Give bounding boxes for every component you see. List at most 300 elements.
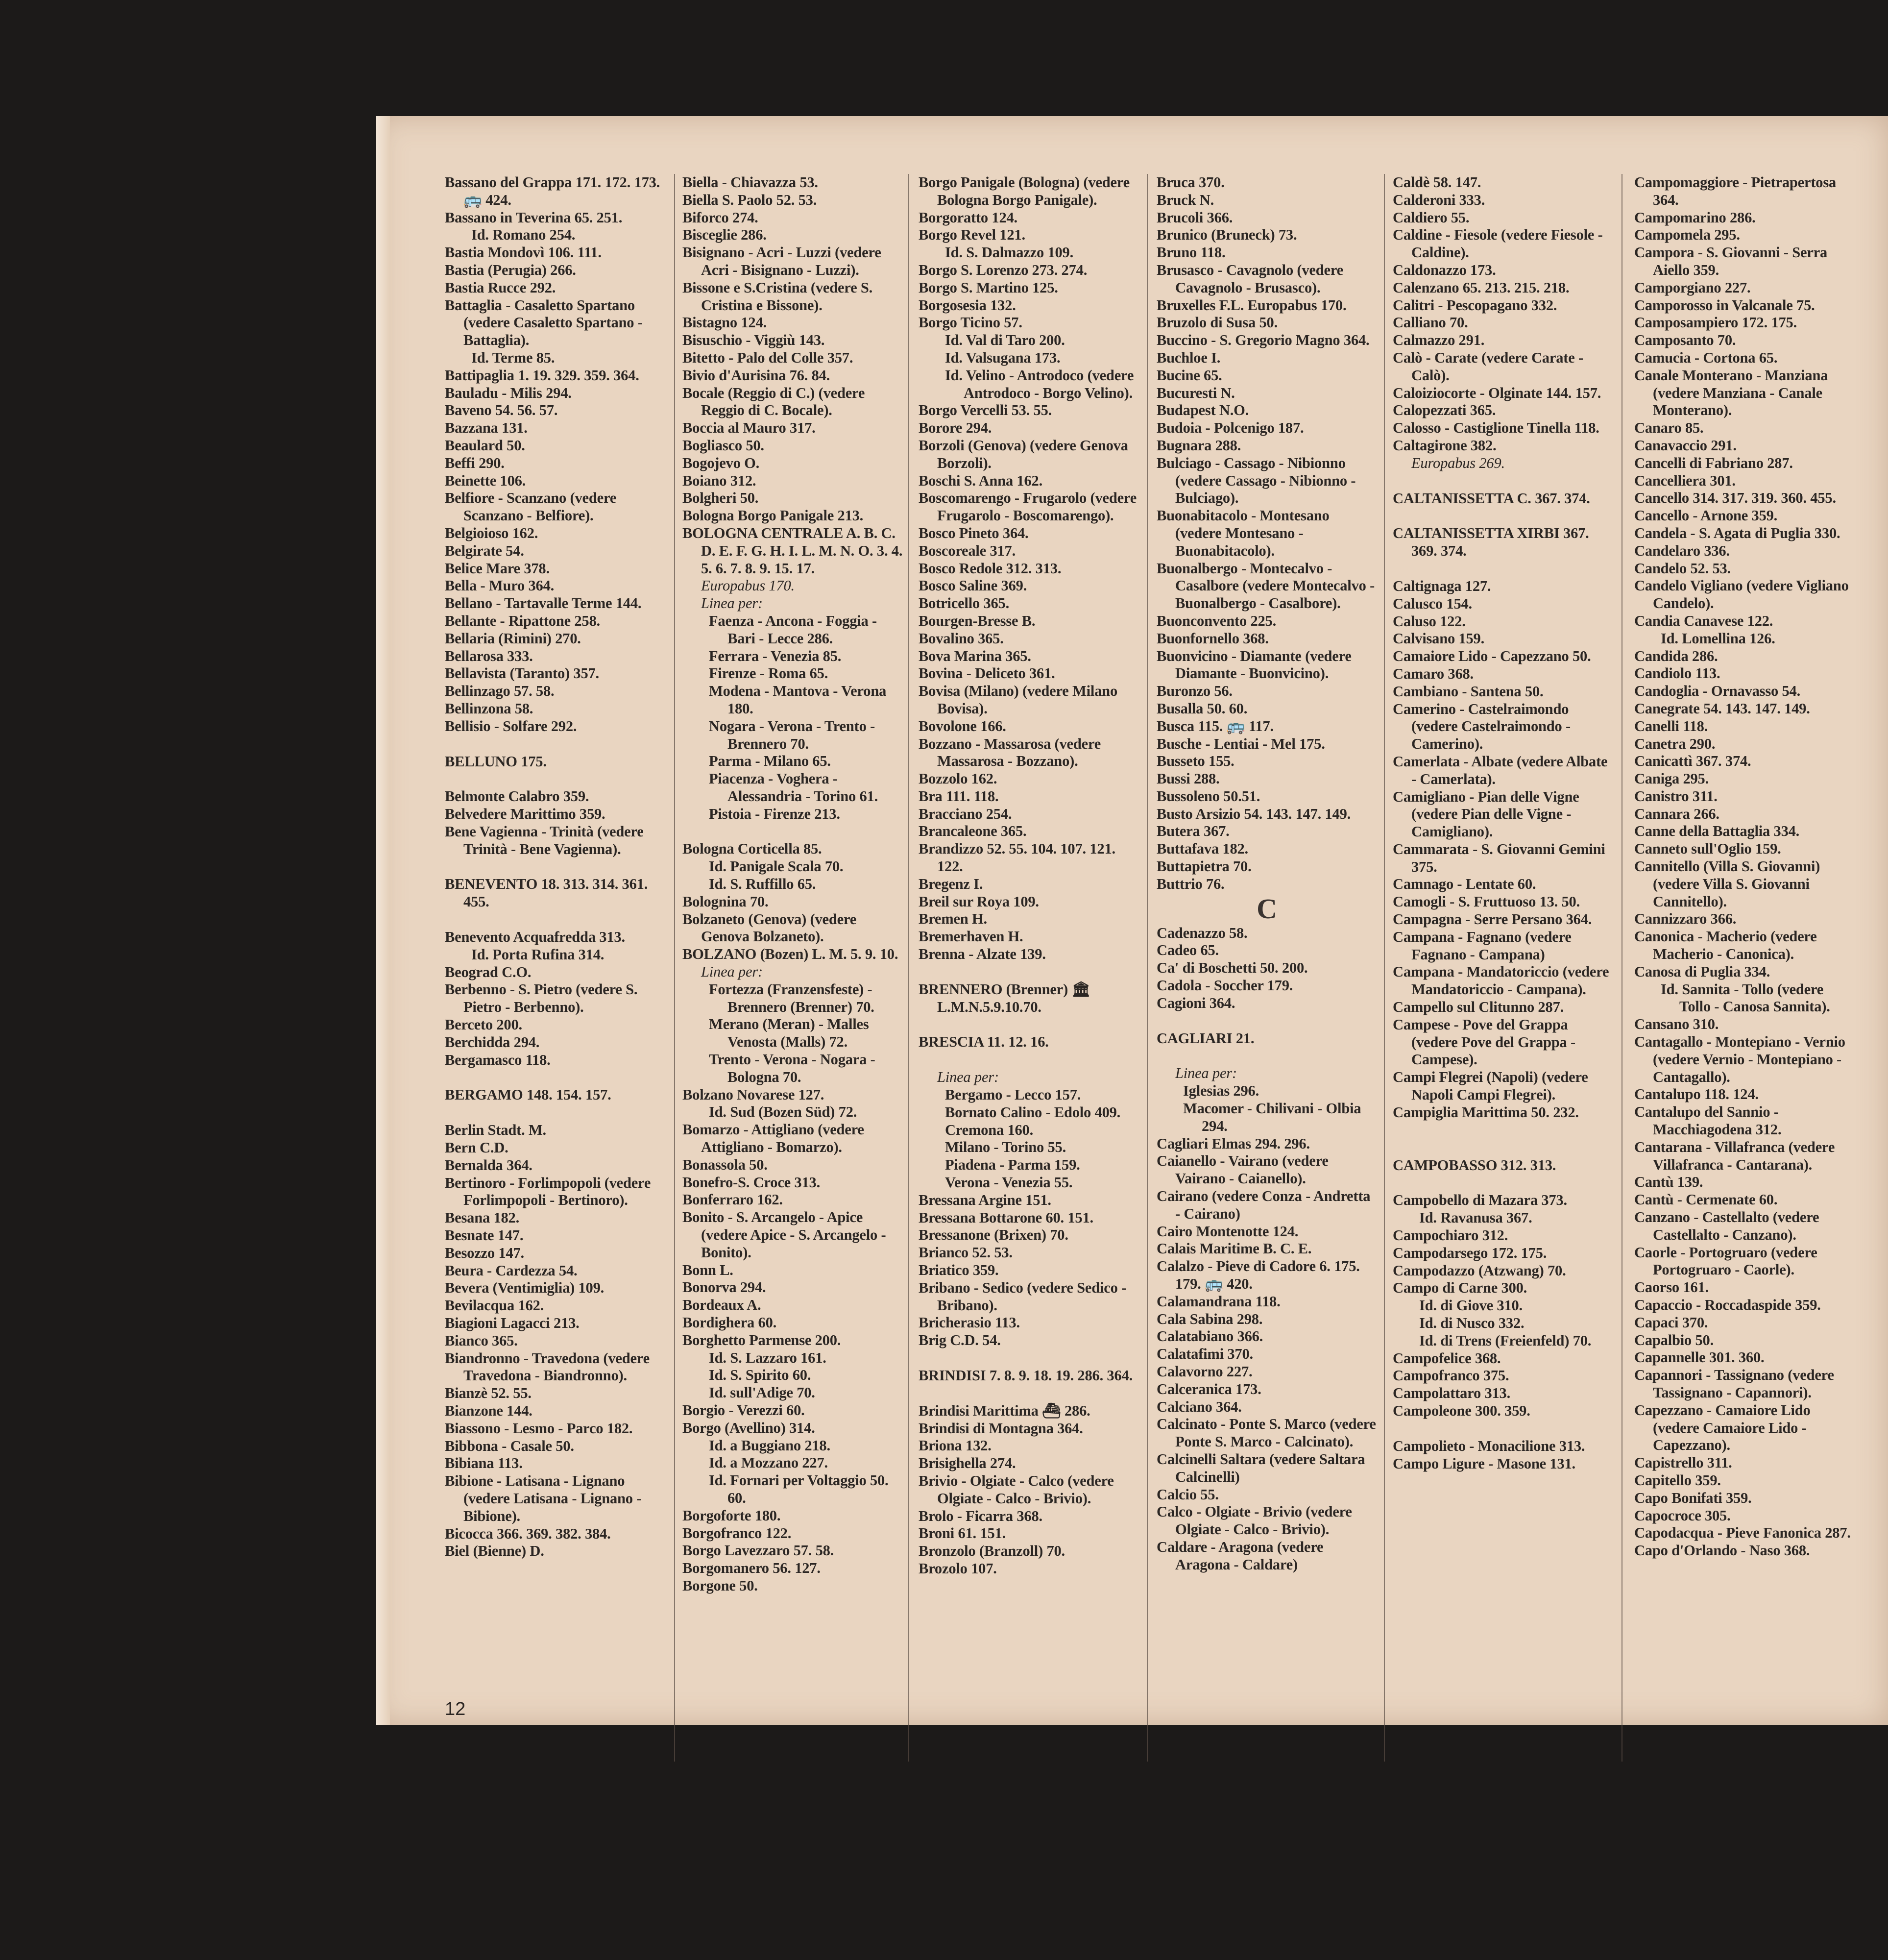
index-entry: Cantalupo 118. 124. xyxy=(1634,1086,1759,1103)
index-entry: Brindisi Marittima ⛴ 286. xyxy=(919,1402,1090,1419)
index-entry: Campo di Carne 300. xyxy=(1393,1279,1527,1297)
index-entry: Capaccio - Roccadaspide 359. xyxy=(1634,1297,1821,1313)
index-entry: Bovolone 166. xyxy=(919,717,1006,735)
index-entry: Candelo 52. 53. xyxy=(1634,560,1731,577)
index-sub-entry: Id. a Mozzano 227. xyxy=(709,1454,828,1471)
index-entry: Brolo - Ficarra 368. xyxy=(919,1507,1042,1524)
index-entry: Brancaleone 365. xyxy=(919,823,1027,840)
index-entry: Bulciago - Cassago - Nibionno (vedere Cassago - Nibionno - Bulciago). xyxy=(1157,454,1356,507)
index-entry: Camerino - Castelraimondo (vedere Castelraimondo - Camerino). xyxy=(1393,700,1571,753)
index-entry: Biforco 274. xyxy=(682,209,758,226)
index-entry: Brusasco - Cavagnolo (vedere Cavagnolo - Brusasco). xyxy=(1157,261,1343,296)
index-entry: Bissone e S.Cristina (vedere S. Cristina e Bissone). xyxy=(682,279,873,314)
index-entry: Bruxelles F.L. Europabus 170. xyxy=(1157,296,1347,314)
index-entry: Bellante - Ripattone 258. xyxy=(445,612,600,629)
index-entry: Borgone 50. xyxy=(682,1577,758,1594)
index-entry: Camposanto 70. xyxy=(1634,332,1736,349)
index-entry: Bonferraro 162. xyxy=(682,1191,783,1208)
index-entry: Buronzo 56. xyxy=(1157,683,1233,700)
index-entry: Beffi 290. xyxy=(445,454,505,471)
index-sub-entry: Bergamo - Lecco 157. xyxy=(945,1086,1081,1103)
index-entry: Cancello 314. 317. 319. 360. 455. xyxy=(1634,490,1836,507)
index-sub-entry: Id. Ravanusa 367. xyxy=(1419,1209,1532,1226)
index-entry: Berchidda 294. xyxy=(445,1033,540,1051)
index-entry: Cambiano - Santena 50. xyxy=(1393,683,1544,700)
index-entry: Campi Flegrei (Napoli) (vedere Napoli Campi Flegrei). xyxy=(1393,1069,1588,1103)
index-sub-entry: Modena - Mantova - Verona 180. xyxy=(709,683,887,717)
index-entry: Campese - Pove del Grappa (vedere Pove del Grappa - Campese). xyxy=(1393,1016,1575,1068)
index-entry: Bianzè 52. 55. xyxy=(445,1385,532,1402)
index-gap xyxy=(1393,472,1613,490)
index-sub-entry: Id. Val di Taro 200. xyxy=(945,332,1065,349)
index-gap xyxy=(445,770,665,788)
index-entry: Beinette 106. xyxy=(445,472,526,489)
index-entry: Borgo Panigale (Bologna) (vedere Bologna Borgo Panigale). xyxy=(919,174,1130,208)
index-entry: Borgo Lavezzaro 57. 58. xyxy=(682,1542,834,1559)
index-entry: Camnago - Lentate 60. xyxy=(1393,876,1536,893)
index-entry: Canosa di Puglia 334. xyxy=(1634,963,1770,980)
index-gap xyxy=(445,911,665,929)
index-entry: Belvedere Marittimo 359. xyxy=(445,806,605,823)
index-sub-entry: Id. Romano 254. xyxy=(471,226,576,244)
index-entry: Bozzolo 162. xyxy=(919,770,997,787)
index-entry: Brisighella 274. xyxy=(919,1455,1016,1472)
index-entry: Bosco Saline 369. xyxy=(919,577,1027,594)
index-entry: Bracciano 254. xyxy=(919,805,1012,822)
index-entry: Benevento Acquafredda 313. xyxy=(445,929,625,946)
index-entry: Budapest N.O. xyxy=(1157,402,1249,419)
index-entry: Buonconvento 225. xyxy=(1157,612,1277,629)
index-entry: Bassano del Grappa 171. 172. 173. 🚌 424. xyxy=(445,174,660,208)
index-entry: Biagioni Lagacci 213. xyxy=(445,1315,580,1332)
index-entry: Besana 182. xyxy=(445,1209,520,1226)
index-entry: Budoia - Polcenigo 187. xyxy=(1157,419,1304,437)
index-entry: Campodarsego 172. 175. xyxy=(1393,1244,1547,1261)
index-entry: BRINDISI 7. 8. 9. 18. 19. 286. 364. xyxy=(919,1367,1133,1384)
index-entry: Camogli - S. Fruttuoso 13. 50. xyxy=(1393,893,1580,910)
index-sub-entry: Id. di Nusco 332. xyxy=(1419,1315,1525,1332)
index-entry: Cagliari Elmas 294. 296. xyxy=(1157,1135,1310,1152)
index-gap xyxy=(919,1349,1139,1367)
index-entry: Buonalbergo - Montecalvo - Casalbore (vedere Montecalvo - Buonalbergo - Casalbore). xyxy=(1157,560,1375,612)
index-entry: Cantalupo del Sannio - Macchiagodena 312. xyxy=(1634,1103,1782,1138)
index-entry: Bressana Argine 151. xyxy=(919,1191,1051,1208)
index-entry: BENEVENTO 18. 313. 314. 361. 455. xyxy=(445,876,648,910)
index-entry: Cadenazzo 58. xyxy=(1157,924,1248,941)
index-entry: Campochiaro 312. xyxy=(1393,1227,1508,1244)
index-column-6 xyxy=(1634,174,1855,1560)
index-entry: Bellinzago 57. 58. xyxy=(445,683,555,700)
index-sub-entry: Parma - Milano 65. xyxy=(709,753,831,770)
index-entry: Bernalda 364. xyxy=(445,1156,533,1174)
index-entry: Campofelice 368. xyxy=(1393,1349,1501,1367)
index-entry: Battipaglia 1. 19. 329. 359. 364. xyxy=(445,367,639,384)
index-sub-entry: Id. S. Dalmazzo 109. xyxy=(945,244,1074,261)
index-entry: Brindisi di Montagna 364. xyxy=(919,1420,1083,1437)
index-entry: Belfiore - Scanzano (vedere Scanzano - Belfiore). xyxy=(445,490,617,524)
index-entry: Bellinzona 58. xyxy=(445,700,533,717)
index-sub-entry: Nogara - Verona - Trento - Brennero 70. xyxy=(709,717,875,752)
index-entry: Bisignano - Acri - Luzzi (vedere Acri - Bisignano - Luzzi). xyxy=(682,244,881,278)
index-entry: Bova Marina 365. xyxy=(919,647,1031,664)
index-entry: Capodacqua - Pieve Fanonica 287. xyxy=(1634,1524,1851,1542)
index-entry: Canaro 85. xyxy=(1634,419,1704,437)
index-entry: Briatico 359. xyxy=(919,1262,999,1279)
index-sub-entry: Id. Velino - Antrodoco (vedere Antrodoco - Borgo Velino). xyxy=(945,367,1134,401)
index-entry: Bonito - S. Arcangelo - Apice (vedere Apice - S. Arcangelo - Bonito). xyxy=(682,1209,886,1261)
index-entry: Bruzolo di Susa 50. xyxy=(1157,314,1278,331)
index-note: Linea per: xyxy=(1175,1065,1237,1082)
index-entry: Borore 294. xyxy=(919,419,992,437)
index-entry: Busche - Lentiai - Mel 175. xyxy=(1157,735,1325,752)
index-entry: BELLUNO 175. xyxy=(445,753,547,770)
index-sub-entry: Id. S. Lazzaro 161. xyxy=(709,1349,826,1366)
index-sub-entry: Id. Porta Rufina 314. xyxy=(471,946,605,963)
index-entry: Brandizzo 52. 55. 104. 107. 121. 122. xyxy=(919,840,1115,875)
index-entry: Cancello - Arnone 359. xyxy=(1634,507,1778,524)
index-entry: Campomela 295. xyxy=(1634,226,1740,244)
index-entry: Calliano 70. xyxy=(1393,314,1468,331)
index-entry: Bevera (Ventimiglia) 109. xyxy=(445,1279,605,1297)
index-entry: Besnate 147. xyxy=(445,1227,524,1244)
index-entry: Caltagirone 382. xyxy=(1393,437,1497,454)
index-entry: Belgirate 54. xyxy=(445,542,524,559)
index-entry: Bibbona - Casale 50. xyxy=(445,1437,574,1454)
index-entry: Camposampiero 172. 175. xyxy=(1634,314,1797,331)
index-entry: Caldiero 55. xyxy=(1393,209,1470,226)
index-entry: Bazzana 131. xyxy=(445,419,528,437)
index-entry: Borghetto Parmense 200. xyxy=(682,1331,841,1348)
index-entry: Bussi 288. xyxy=(1157,770,1220,787)
index-entry: Bergamasco 118. xyxy=(445,1051,551,1068)
index-entry: Campello sul Clitunno 287. xyxy=(1393,999,1564,1016)
index-entry: Bertinoro - Forlimpopoli (vedere Forlimpopoli - Bertinoro). xyxy=(445,1174,651,1209)
index-entry: Bovisa (Milano) (vedere Milano Bovisa). xyxy=(919,683,1117,717)
index-entry: Campofranco 375. xyxy=(1393,1367,1509,1384)
index-entry: Biella - Chiavazza 53. xyxy=(682,174,818,191)
index-entry: Bovina - Deliceto 361. xyxy=(919,665,1055,682)
index-entry: Calais Maritime B. C. E. xyxy=(1157,1240,1312,1257)
index-entry: CALTANISSETTA C. 367. 374. xyxy=(1393,490,1590,507)
index-entry: Brucoli 366. xyxy=(1157,209,1233,226)
index-entry: Bellisio - Solfare 292. xyxy=(445,717,577,735)
index-entry: Canicattì 367. 374. xyxy=(1634,753,1751,770)
index-entry: Calcio 55. xyxy=(1157,1486,1219,1503)
index-entry: Borgo Revel 121. xyxy=(919,226,1025,244)
index-entry: Calavorno 227. xyxy=(1157,1363,1253,1380)
index-entry: Bologna Borgo Panigale 213. xyxy=(682,507,864,524)
index-entry: Calatabiano 366. xyxy=(1157,1328,1263,1345)
index-entry: Beura - Cardezza 54. xyxy=(445,1262,578,1279)
index-entry: Capezzano - Camaiore Lido (vedere Camaiore Lido - Capezzano). xyxy=(1634,1401,1811,1454)
index-entry: Beograd C.O. xyxy=(445,963,532,980)
index-entry: Belice Mare 378. xyxy=(445,560,550,577)
index-entry: Capistrello 311. xyxy=(1634,1454,1732,1471)
index-entry: Caianello - Vairano (vedere Vairano - Caianello). xyxy=(1157,1152,1329,1187)
index-entry: Buccino - S. Gregorio Magno 364. xyxy=(1157,332,1370,349)
index-page xyxy=(376,116,1888,1725)
index-entry: Broni 61. 151. xyxy=(919,1525,1006,1542)
index-entry: Bonn L. xyxy=(682,1261,733,1278)
index-entry: Bevilacqua 162. xyxy=(445,1297,544,1314)
index-sub-entry: Id. Panigale Scala 70. xyxy=(709,858,844,875)
index-entry: BERGAMO 148. 154. 157. xyxy=(445,1086,611,1103)
index-entry: Cansano 310. xyxy=(1634,1016,1719,1033)
index-gap xyxy=(1393,507,1613,525)
index-entry: BOLZANO (Bozen) L. M. 5. 9. 10. xyxy=(682,946,898,963)
index-gap xyxy=(1157,1012,1377,1030)
index-entry: Bolognina 70. xyxy=(682,893,769,910)
index-sub-entry: Id. di Giove 310. xyxy=(1419,1297,1523,1314)
index-entry: Cammarata - S. Giovanni Gemini 375. xyxy=(1393,840,1605,875)
index-entry: Campobello di Mazara 373. xyxy=(1393,1192,1567,1209)
index-gap xyxy=(1393,1139,1613,1157)
index-entry: Bremerhaven H. xyxy=(919,928,1023,945)
index-entry: Briona 132. xyxy=(919,1437,992,1454)
index-entry: Bolgheri 50. xyxy=(682,490,759,507)
index-sub-entry: Verona - Venezia 55. xyxy=(945,1174,1073,1191)
index-sub-entry: Iglesias 296. xyxy=(1183,1082,1259,1100)
index-sub-entry: Ferrara - Venezia 85. xyxy=(709,647,842,664)
index-sub-entry: Milano - Torino 55. xyxy=(945,1139,1066,1156)
index-entry: BOLOGNA CENTRALE A. B. C. D. E. F. G. H. I. L. M. N. O. 3. 4. 5. 6. 7. 8. 9. 15. 17. xyxy=(682,524,903,577)
index-entry: Bibiana 113. xyxy=(445,1455,523,1472)
index-entry: Caldare - Aragona (vedere Aragona - Caldare) xyxy=(1157,1538,1324,1573)
index-entry: Campomaggiore - Pietrapertosa 364. xyxy=(1634,174,1837,208)
column-rule xyxy=(1384,174,1385,1762)
index-entry: Belmonte Calabro 359. xyxy=(445,788,589,805)
index-entry: Cantù 139. xyxy=(1634,1174,1703,1191)
index-sub-entry: Piacenza - Voghera - Alessandria - Torino 61. xyxy=(709,770,878,805)
index-sub-entry: Pistoia - Firenze 213. xyxy=(709,805,840,822)
index-entry: Capitello 359. xyxy=(1634,1471,1721,1489)
index-entry: Bruca 370. xyxy=(1157,174,1225,191)
index-gap xyxy=(445,858,665,876)
index-gap xyxy=(1157,1047,1377,1065)
index-entry: Cantù - Cermenate 60. xyxy=(1634,1191,1778,1208)
index-entry: Calderoni 333. xyxy=(1393,191,1485,208)
index-entry: Bellavista (Taranto) 357. xyxy=(445,665,599,682)
index-entry: Capannelle 301. 360. xyxy=(1634,1349,1765,1366)
index-sub-entry: Id. Fornari per Voltaggio 50. 60. xyxy=(709,1472,889,1506)
index-entry: Canonica - Macherio (vedere Macherio - Canonica). xyxy=(1634,928,1817,963)
index-entry: Bisuschio - Viggiù 143. xyxy=(682,332,825,349)
index-entry: Bologna Corticella 85. xyxy=(682,840,822,858)
index-entry: Boiano 312. xyxy=(682,472,756,489)
index-entry: Bovalino 365. xyxy=(919,630,1004,647)
index-entry: Calenzano 65. 213. 215. 218. xyxy=(1393,279,1570,296)
index-entry: Cancelliera 301. xyxy=(1634,472,1736,489)
index-entry: Camporosso in Valcanale 75. xyxy=(1634,296,1815,314)
index-entry: Caorle - Portogruaro (vedere Portogruaro - Caorle). xyxy=(1634,1244,1817,1278)
index-sub-entry: Firenze - Roma 65. xyxy=(709,665,828,682)
index-entry: Caluso 122. xyxy=(1393,612,1466,630)
index-sub-entry: Merano (Meran) - Malles Venosta (Malls) 72. xyxy=(709,1016,869,1051)
section-letter: C xyxy=(1257,892,1277,925)
index-entry: Caldonazzo 173. xyxy=(1393,261,1496,278)
index-entry: Busca 115. 🚌 117. xyxy=(1157,717,1274,735)
index-sub-entry: Id. sull'Adige 70. xyxy=(709,1384,815,1401)
index-entry: Canelli 118. xyxy=(1634,717,1708,735)
index-gap xyxy=(1393,1174,1613,1192)
index-entry: Boscoreale 317. xyxy=(919,542,1016,559)
index-entry: Capocroce 305. xyxy=(1634,1507,1731,1524)
index-entry: Bogliasco 50. xyxy=(682,437,764,454)
index-entry: Brenna - Alzate 139. xyxy=(919,946,1046,963)
index-sub-entry: Id. a Buggiano 218. xyxy=(709,1437,830,1454)
index-entry: Borgoforte 180. xyxy=(682,1507,781,1524)
index-entry: Borgosesia 132. xyxy=(919,296,1016,314)
index-entry: Candelo Vigliano (vedere Vigliano Candelo). xyxy=(1634,577,1849,612)
index-entry: Calceranica 173. xyxy=(1157,1380,1261,1397)
index-entry: Biella S. Paolo 52. 53. xyxy=(682,191,817,208)
index-entry: CAGLIARI 21. xyxy=(1157,1029,1255,1047)
index-entry: Buonfornello 368. xyxy=(1157,630,1269,647)
index-entry: Caltignaga 127. xyxy=(1393,577,1491,594)
index-entry: Borgoratto 124. xyxy=(919,209,1017,226)
index-entry: Calmazzo 291. xyxy=(1393,332,1485,349)
index-entry: Capalbio 50. xyxy=(1634,1331,1714,1348)
index-entry: Bolzano Novarese 127. xyxy=(682,1086,824,1103)
index-entry: Breil sur Roya 109. xyxy=(919,893,1039,910)
index-sub-entry: Faenza - Ancona - Foggia - Bari - Lecce 286. xyxy=(709,612,877,647)
index-entry: Campomarino 286. xyxy=(1634,209,1756,226)
index-sub-entry: Macomer - Chilivani - Olbia 294. xyxy=(1183,1100,1361,1134)
index-entry: BRENNERO (Brenner) 🏛 L.M.N.5.9.10.70. xyxy=(919,980,1091,1015)
index-entry: Boscomarengo - Frugarolo (vedere Frugarolo - Boscomarengo). xyxy=(919,490,1137,524)
index-entry: Camerlata - Albate (vedere Albate - Camerlata). xyxy=(1393,753,1608,787)
index-entry: Bisceglie 286. xyxy=(682,226,767,244)
index-entry: Bugnara 288. xyxy=(1157,437,1241,454)
index-entry: Bozzano - Massarosa (vedere Massarosa - Bozzano). xyxy=(919,735,1101,770)
index-entry: Bastia Mondovì 106. 111. xyxy=(445,244,602,261)
index-column-1 xyxy=(445,174,665,1560)
index-entry: Bra 111. 118. xyxy=(919,787,999,805)
index-entry: Calcinelli Saltara (vedere Saltara Calcinelli) xyxy=(1157,1450,1365,1485)
index-entry: Borgo S. Lorenzo 273. 274. xyxy=(919,261,1088,278)
index-entry: Cadeo 65. xyxy=(1157,942,1219,959)
index-entry: Campolieto - Monacilione 313. xyxy=(1393,1437,1585,1454)
index-entry: Bomarzo - Attigliano (vedere Attigliano - Bomarzo). xyxy=(682,1121,864,1156)
index-sub-entry: Id. di Trens (Freienfeld) 70. xyxy=(1419,1332,1592,1349)
index-entry: Calciano 364. xyxy=(1157,1398,1242,1415)
index-entry: Bonassola 50. xyxy=(682,1156,768,1173)
index-entry: Belgioioso 162. xyxy=(445,524,538,541)
index-entry: BRESCIA 11. 12. 16. xyxy=(919,1033,1049,1051)
index-gap xyxy=(919,1051,1139,1069)
index-entry: Calusco 154. xyxy=(1393,595,1472,612)
index-entry: Bonorva 294. xyxy=(682,1279,766,1296)
index-sub-entry: Fortezza (Franzensfeste) - Brennero (Brenner) 70. xyxy=(709,980,874,1015)
index-entry: Busseto 155. xyxy=(1157,753,1234,770)
index-sub-entry: Id. S. Ruffillo 65. xyxy=(709,876,816,893)
index-entry: Canne della Battaglia 334. xyxy=(1634,823,1800,840)
index-entry: Cala Sabina 298. xyxy=(1157,1310,1263,1327)
column-rule xyxy=(908,174,909,1762)
index-note: Linea per: xyxy=(937,1069,999,1086)
index-entry: Bistagno 124. xyxy=(682,314,767,331)
index-entry: Bolzaneto (Genova) (vedere Genova Bolzaneto). xyxy=(682,910,857,945)
index-entry: Bern C.D. xyxy=(445,1139,508,1156)
index-sub-entry: Id. Sud (Bozen Süd) 72. xyxy=(709,1103,857,1121)
index-entry: Bruck N. xyxy=(1157,191,1214,208)
index-gap xyxy=(445,735,665,753)
index-entry: Caniga 295. xyxy=(1634,770,1709,787)
index-entry: Borgio - Verezzi 60. xyxy=(682,1401,805,1419)
index-entry: Campiglia Marittima 50. 232. xyxy=(1393,1103,1579,1121)
index-note: Linea per: xyxy=(701,963,763,980)
column-rule xyxy=(674,174,675,1762)
column-rule xyxy=(1147,174,1148,1762)
index-sub-entry: Piadena - Parma 159. xyxy=(945,1156,1080,1174)
index-entry: Borgo Ticino 57. xyxy=(919,314,1022,331)
index-entry: Brunico (Bruneck) 73. xyxy=(1157,226,1297,244)
index-entry: Biassono - Lesmo - Parco 182. xyxy=(445,1420,633,1437)
index-entry: Campodazzo (Atzwang) 70. xyxy=(1393,1262,1566,1279)
index-sub-entry: Id. Terme 85. xyxy=(471,349,555,366)
index-gap xyxy=(919,963,1139,981)
index-entry: Canegrate 54. 143. 147. 149. xyxy=(1634,700,1810,717)
index-sub-entry: Bornato Calino - Edolo 409. xyxy=(945,1103,1121,1121)
index-note: Europabus 170. xyxy=(701,577,795,594)
index-entry: Canavaccio 291. xyxy=(1634,437,1737,454)
page-binding-edge xyxy=(376,116,390,1725)
index-entry: Calvisano 159. xyxy=(1393,630,1485,647)
index-entry: CAMPOBASSO 312. 313. xyxy=(1393,1156,1556,1174)
index-entry: Brig C.D. 54. xyxy=(919,1332,1001,1349)
index-column-2 xyxy=(682,174,903,1595)
index-entry: Borgo S. Martino 125. xyxy=(919,279,1058,296)
index-entry: Busalla 50. 60. xyxy=(1157,700,1248,717)
index-entry: Borgo Vercelli 53. 55. xyxy=(919,402,1052,419)
index-entry: Canale Monterano - Manziana (vedere Manziana - Canale Monterano). xyxy=(1634,367,1828,419)
index-sub-entry: Cremona 160. xyxy=(945,1121,1034,1138)
index-entry: Buttafava 182. xyxy=(1157,840,1248,858)
index-entry: Ca' di Boschetti 50. 200. xyxy=(1157,959,1308,977)
index-entry: Capannori - Tassignano (vedere Tassignano - Capannori). xyxy=(1634,1367,1834,1401)
index-entry: Calopezzati 365. xyxy=(1393,402,1496,419)
index-entry: Calalzo - Pieve di Cadore 6. 175. 179. 🚌 420. xyxy=(1157,1258,1360,1293)
index-entry: Camporgiano 227. xyxy=(1634,279,1751,296)
index-entry: Campora - S. Giovanni - Serra Aiello 359. xyxy=(1634,244,1828,278)
index-column-3 xyxy=(919,174,1139,1578)
index-note: Linea per: xyxy=(701,595,763,612)
index-entry: Bibione - Latisana - Lignano (vedere Latisana - Lignano - Bibione). xyxy=(445,1472,642,1524)
index-entry: Bourgen-Bresse B. xyxy=(919,612,1036,629)
index-entry: Buttrio 76. xyxy=(1157,875,1225,892)
index-sub-entry: Id. Valsugana 173. xyxy=(945,349,1061,366)
index-entry: Berlin Stadt. M. xyxy=(445,1122,546,1139)
index-entry: Camaro 368. xyxy=(1393,665,1474,682)
index-entry: Cadola - Soccher 179. xyxy=(1157,977,1293,994)
index-entry: Berbenno - S. Pietro (vedere S. Pietro - Berbenno). xyxy=(445,981,638,1016)
index-entry: Campolattaro 313. xyxy=(1393,1385,1511,1402)
index-entry: Canzano - Castellalto (vedere Castellalto - Canzano). xyxy=(1634,1209,1819,1243)
index-entry: Buttapietra 70. xyxy=(1157,858,1252,875)
index-entry: Bogojevo O. xyxy=(682,454,760,471)
index-sub-entry: Trento - Verona - Nogara - Bologna 70. xyxy=(709,1051,875,1085)
index-entry: Brivio - Olgiate - Calco (vedere Olgiate - Calco - Brivio). xyxy=(919,1472,1114,1507)
index-entry: Bremen H. xyxy=(919,910,987,928)
index-entry: Bauladu - Milis 294. xyxy=(445,384,572,401)
index-entry: Bribano - Sedico (vedere Sedico - Bribano). xyxy=(919,1279,1127,1314)
index-entry: Bianco 365. xyxy=(445,1332,518,1349)
index-entry: Calatafimi 370. xyxy=(1157,1346,1253,1363)
index-entry: Candiolo 113. xyxy=(1634,665,1720,682)
index-entry: Caloiziocorte - Olginate 144. 157. xyxy=(1393,384,1601,401)
index-entry: Bellarosa 333. xyxy=(445,647,533,664)
index-entry: CALTANISSETTA XIRBI 367. 369. 374. xyxy=(1393,525,1589,560)
